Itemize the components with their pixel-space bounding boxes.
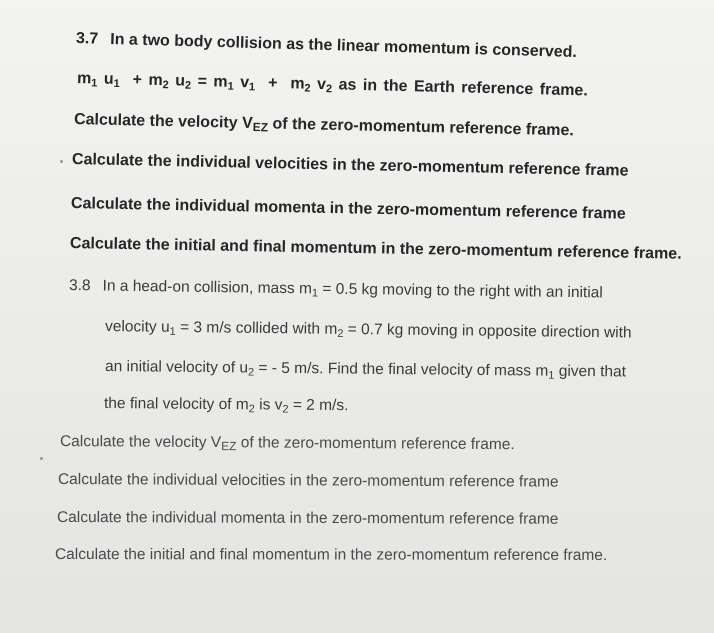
problem-number: 3.7 — [75, 30, 99, 48]
task-velocity-vez-3-8: Calculate the velocity $V_{EZ}$ of the zero-momentum reference frame. — [59, 433, 515, 454]
problem-3-8-line-1: 3.8 In a head-on collision, mass $m_1 = 0.5$ kg moving to the right with an initial — [68, 277, 603, 302]
task-individual-velocities-3-8: Calculate the individual velocities in the zero-momentum reference frame — [57, 471, 559, 491]
margin-dot — [60, 160, 63, 163]
problem-number: 3.8 — [68, 277, 91, 295]
margin-dot — [40, 457, 43, 460]
problem-3-8-line-4: the final velocity of $m_2$ is $v_2 = 2$ m/s. — [103, 395, 349, 416]
task-individual-velocities-3-7: Calculate the individual velocities in the zero-momentum reference frame — [71, 151, 629, 180]
problem-3-8-line-2: velocity $u_1 = 3$ m/s collided with $m_2 = 0.7$ kg moving in opposite direction with — [104, 318, 632, 342]
problem-3-8-line-3: an initial velocity of $u_2$ = - 5 m/s. Find the final velocity of mass $m_1$ given that — [104, 358, 627, 382]
task-initial-final-3-7: Calculate the initial and final momentum in the zero-momentum reference frame. — [69, 235, 682, 263]
momentum-equation: $m_1$ $u_1 + m_2$ $u_2 = m_1$ $v_1 + m_2$ $v_2$ as in the Earth reference frame. — [76, 70, 588, 100]
problem-3-7-heading — [76, 29, 577, 63]
task-individual-momenta-3-7: Calculate the individual momenta in the zero-momentum reference frame — [70, 195, 626, 223]
problem-intro: In a two body collision as the linear momentum is conserved. — [110, 30, 578, 61]
task-initial-final-3-8: Calculate the initial and final momentum in the zero-momentum reference frame. — [54, 546, 608, 564]
task-individual-momenta-3-8: Calculate the individual momenta in the zero-momentum reference frame — [56, 509, 559, 528]
task-velocity-vez-3-7: Calculate the velocity $V_{EZ}$ of the zero-momentum reference frame. — [73, 111, 575, 140]
